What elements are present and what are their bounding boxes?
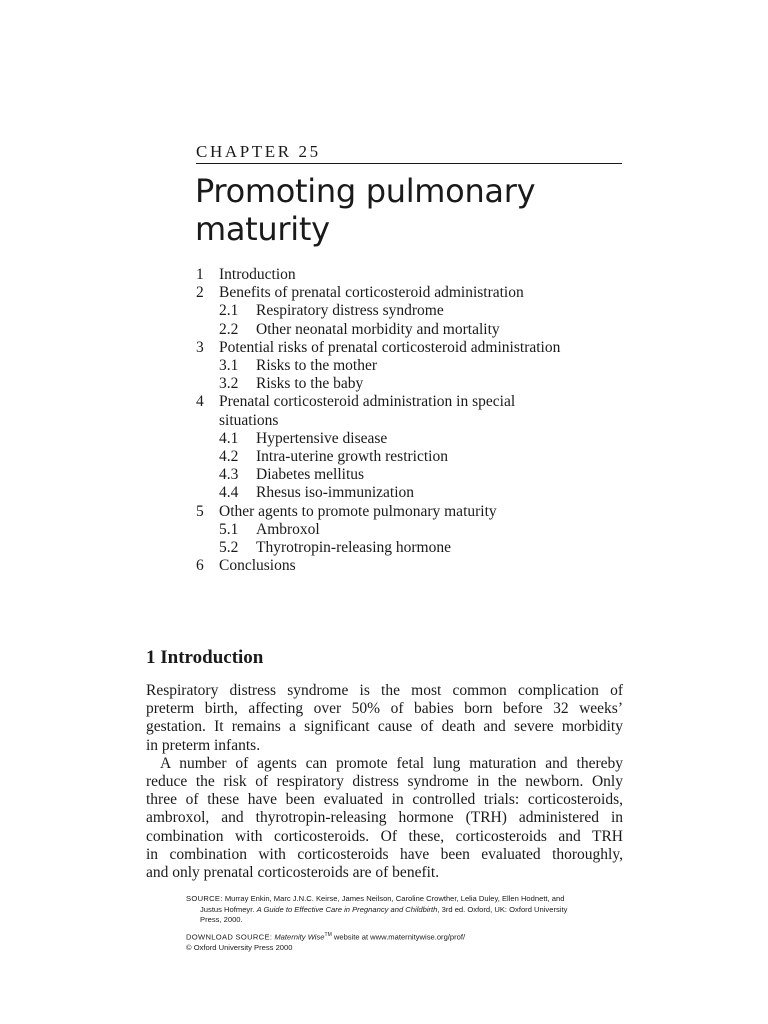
toc-item-title: Thyrotropin-releasing hormone: [256, 539, 451, 557]
toc-item: [196, 266, 626, 284]
toc-item-title: Introduction: [219, 266, 296, 283]
copyright-text: © Oxford University Press 2000: [186, 942, 293, 952]
toc-item: [196, 484, 626, 502]
toc-item-title: Diabetes mellitus: [256, 466, 365, 484]
body-line: in preterm infants.: [146, 736, 261, 754]
toc-item-title: Risks to the baby: [256, 375, 364, 393]
source-line: [186, 894, 626, 905]
toc-item-number: 2: [196, 284, 204, 302]
toc-item-number: 5: [196, 502, 204, 520]
toc-item: [196, 466, 626, 484]
source-label: SOURCE:: [186, 894, 223, 903]
download-site-name: Maternity Wise: [274, 932, 325, 942]
toc-item-title: Respiratory distress syndrome: [256, 302, 444, 320]
trademark-mark: TM: [324, 931, 332, 938]
toc-item-number: 4.1: [219, 429, 239, 447]
chapter-label: CHAPTER 25: [196, 142, 622, 164]
toc-item-title: Conclusions: [219, 557, 296, 575]
toc-item: [196, 557, 626, 575]
toc-item-number: 5.2: [219, 539, 239, 557]
download-line: [186, 930, 626, 943]
toc-item-number: 6: [196, 557, 204, 575]
source-publisher: , 3rd ed. Oxford, UK: Oxford University: [437, 904, 568, 914]
download-label: DOWNLOAD SOURCE:: [186, 932, 273, 942]
body-line: A number of agents can promote fetal lung maturation and thereby: [160, 754, 623, 772]
chapter-title-line: maturity: [195, 210, 330, 248]
toc-item: [196, 393, 626, 411]
toc-item-title: Other neonatal morbidity and mortality: [256, 320, 500, 338]
body-line: ambroxol, and thyrotropin-releasing hormone (TRH) administered in: [146, 809, 623, 827]
chapter-title: [195, 172, 625, 248]
toc-item: [196, 539, 626, 557]
body-line: Respiratory distress syndrome is the most common complication of: [146, 682, 623, 699]
body-line: combination with corticosteroids. Of these, corticosteroids and TRH: [146, 827, 623, 845]
source-authors: Murray Enkin, Marc J.N.C. Keirse, James Neilson, Caroline Crowther, Lelia Duley, Ellen Hodnett, and: [224, 894, 565, 903]
toc-item-number: 3.1: [219, 357, 239, 375]
toc-item-title: Benefits of prenatal corticosteroid administration: [219, 284, 524, 302]
toc-item: [196, 284, 626, 302]
source-book-title: A Guide to Effective Care in Pregnancy and Childbirth: [256, 904, 438, 914]
toc-item: [196, 375, 626, 393]
toc-item: [196, 302, 626, 320]
body-line: and only prenatal corticosteroids are of benefit.: [146, 863, 440, 881]
download-url-text: website at www.maternitywise.org/prof/: [331, 932, 466, 942]
toc-item: [196, 448, 626, 466]
toc-item-title: Intra-uterine growth restriction: [256, 448, 448, 466]
toc-item: [196, 412, 626, 430]
toc-item-number: 4: [196, 393, 204, 411]
source-authors-cont: Justus Hofmeyr.: [200, 904, 255, 914]
toc-item: [196, 430, 626, 448]
source-line: [186, 905, 626, 916]
copyright-line: [186, 943, 626, 954]
toc-item-number: 4.4: [219, 484, 239, 502]
toc-item: [196, 503, 626, 521]
toc-item: [196, 521, 626, 539]
toc-item-title: Potential risks of prenatal corticosteroid administration: [219, 338, 561, 356]
toc-item-title: Prenatal corticosteroid administration in special: [219, 393, 516, 411]
toc-item-title: Hypertensive disease: [256, 429, 388, 447]
source-note: [186, 894, 626, 953]
toc-item-number: 1: [196, 266, 204, 283]
source-line: [186, 915, 626, 926]
toc-item-title: Ambroxol: [256, 520, 320, 538]
toc-item-number: 5.1: [219, 520, 239, 538]
toc-item-number: 2.2: [219, 320, 239, 338]
toc-item-title: Rhesus iso-immunization: [256, 484, 415, 502]
section-heading: 1 Introduction: [146, 647, 264, 668]
body-line: in combination with corticosteroids have been evaluated thoroughly,: [146, 845, 623, 863]
toc-item-number: 4.3: [219, 466, 239, 484]
chapter-title-line: Promoting pulmonary: [195, 172, 536, 210]
toc-item-title: situations: [219, 411, 279, 429]
toc-item-number: 4.2: [219, 448, 239, 466]
toc-item: [196, 357, 626, 375]
section-body: [146, 682, 623, 882]
body-line: gestation. It remains a significant cause of death and severe morbidity: [146, 718, 623, 736]
toc-item-number: 3: [196, 338, 204, 356]
source-year: Press, 2000.: [200, 915, 243, 924]
toc-item: [196, 339, 626, 357]
toc-item-title: Risks to the mother: [256, 357, 377, 375]
toc-item-number: 2.1: [219, 302, 239, 320]
toc-item-title: Other agents to promote pulmonary maturity: [219, 502, 497, 520]
toc-item: [196, 321, 626, 339]
body-line: preterm birth, affecting over 50% of babies born before 32 weeks’: [146, 700, 623, 718]
body-line: reduce the risk of respiratory distress syndrome in the newborn. Only: [146, 772, 623, 790]
body-line: three of these have been evaluated in controlled trials: corticosteroids,: [146, 791, 623, 809]
toc-item-number: 3.2: [219, 375, 239, 393]
table-of-contents: [196, 266, 626, 575]
